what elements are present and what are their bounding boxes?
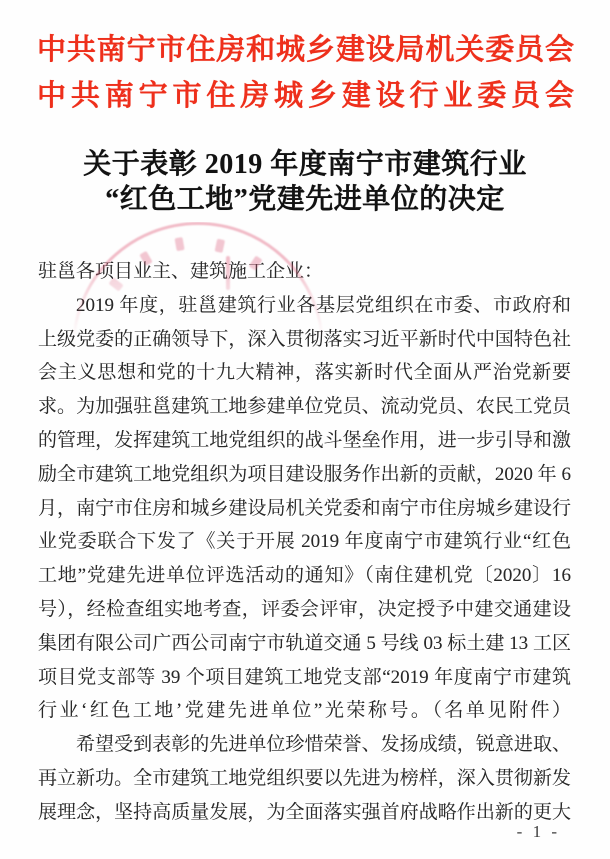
- title-line-1: 关于表彰 2019 年度南宁市建筑行业: [83, 149, 527, 180]
- body-line: 求。为加强驻邕建筑工地参建单位党员、流动党员、农民工党员: [38, 396, 571, 418]
- body-line: 工地”党建先进单位评选活动的通知》（南住建机党〔2020〕16: [38, 565, 571, 587]
- body-line: 会主义思想和党的十九大精神，落实新时代全面从严治党新要: [38, 362, 571, 384]
- doc-body: [38, 255, 571, 830]
- salutation-line: 驻邕各项目业主、建筑施工企业：: [38, 261, 324, 282]
- body-line: 希望受到表彰的先进单位珍惜荣誉、发扬成绩，锐意进取、: [76, 734, 571, 756]
- body-line: 再立新功。全市建筑工地党组织要以先进为榜样，深入贯彻新发: [38, 767, 571, 789]
- body-line: 的管理，发挥建筑工地党组织的战斗堡垒作用，进一步引导和激: [38, 429, 571, 451]
- body-line: 项目党支部等 39 个项目建筑工地党支部“2019 年度南宁市建筑: [38, 666, 571, 688]
- body-line: 行业‘红色工地’党建先进单位”光荣称号。（名单见附件）: [38, 700, 571, 722]
- issuing-org-line-1: 中共南宁市住房和城乡建设局机关委员会: [37, 34, 574, 66]
- issuing-org-line-2: 中共南宁市住房城乡建设行业委员会: [37, 80, 574, 112]
- body-line: 上级党委的正确领导下，深入贯彻落实习近平新时代中国特色社: [38, 328, 571, 350]
- body-line: 励全市建筑工地党组织为项目建设服务作出新的贡献，2020 年 6: [38, 463, 571, 485]
- page-number: - 1 -: [516, 822, 560, 841]
- body-line: 号），经检查组实地考查，评委会评审，决定授予中建交通建设: [38, 598, 571, 620]
- title-line-2: “红色工地”党建先进单位的决定: [105, 183, 505, 215]
- body-line: 月，南宁市住房和城乡建设局机关党委和南宁市住房城乡建设行: [38, 497, 571, 519]
- seal-glyph-mark: [175, 237, 185, 251]
- doc-title: [0, 148, 610, 217]
- body-line: 2019 年度，驻邕建筑行业各基层党组织在市委、市政府和: [76, 294, 571, 316]
- body-line: 集团有限公司广西公司南宁市轨道交通 5 号线 03 标土建 13 工区: [38, 632, 571, 654]
- body-line: 展理念，坚持高质量发展，为全面落实强首府战略作出新的更大: [38, 801, 571, 823]
- doc-header: [37, 27, 574, 119]
- body-line: 业党委联合下发了《关于开展 2019 年度南宁市建筑行业“红色: [38, 531, 571, 553]
- seal-glyph-mark: [215, 239, 226, 253]
